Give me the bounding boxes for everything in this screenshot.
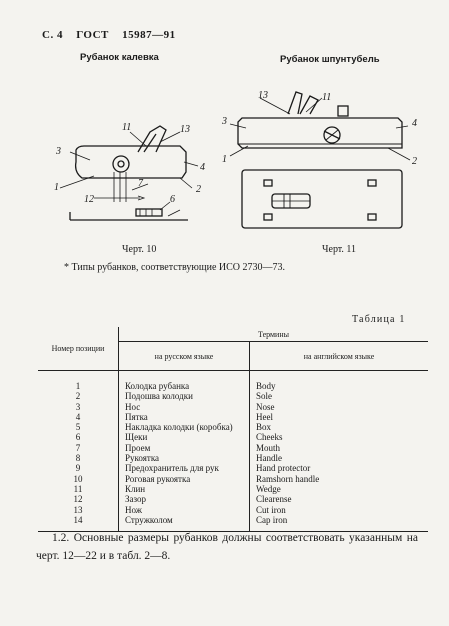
table-row (38, 484, 428, 494)
col-position-header: Номер позиции (38, 327, 119, 371)
callout-11: 11 (322, 92, 332, 103)
callout-13: 13 (180, 124, 190, 135)
page-number: С. 4 (42, 29, 63, 41)
figure-left-caption: Рубанок калевка (80, 52, 159, 63)
cell-ru: Нож (119, 505, 250, 515)
cell-num: 12 (73, 494, 83, 505)
table-row (38, 474, 428, 484)
callout-3: 3 (56, 146, 61, 157)
cell-en: Handle (250, 453, 429, 463)
figure-left-label: Черт. 10 (122, 244, 157, 255)
cell-ru: Щеки (119, 432, 250, 442)
cell-en: Hand protector (250, 463, 429, 473)
callout-2: 2 (412, 156, 417, 167)
cell-ru: Клин (119, 484, 250, 494)
cell-en: Cut iron (250, 505, 429, 515)
standard-name: ГОСТ (76, 29, 109, 41)
cell-num: 3 (75, 401, 81, 412)
cell-num: 11 (73, 483, 83, 494)
callout-6: 6 (170, 194, 175, 205)
cell-en: Box (250, 422, 429, 432)
callout-12: 12 (84, 194, 94, 205)
callout-2: 2 (196, 184, 201, 195)
table-row (38, 453, 428, 463)
cell-num: 4 (75, 411, 81, 422)
cell-en: Heel (250, 412, 429, 422)
callout-1: 1 (222, 154, 227, 165)
body-paragraph (36, 529, 418, 565)
standard-number: 15987—91 (122, 29, 176, 41)
cell-ru: Нос (119, 402, 250, 412)
table-row (38, 371, 428, 392)
figure-left-drawing (40, 112, 220, 240)
callout-13: 13 (258, 90, 268, 101)
footnote: * Типы рубанков, соответствующие ИСО 2730—73. (64, 262, 286, 273)
paragraph-1-2: 1.2. Основные размеры рубанков должны соответствовать указанным на черт. 12—22 и в табл. 2—8. (36, 532, 418, 562)
figure-right-caption: Рубанок шпунтубель (280, 54, 380, 65)
cell-ru: Колодка рубанка (119, 371, 250, 392)
callout-7: 7 (138, 178, 143, 189)
callout-4: 4 (200, 162, 205, 173)
cell-num: 1 (75, 381, 81, 391)
cell-num: 5 (75, 422, 81, 433)
cell-en: Cap iron (250, 515, 429, 532)
table-row (38, 505, 428, 515)
cell-ru: Проем (119, 443, 250, 453)
table-row (38, 443, 428, 453)
cell-ru: Накладка колодки (коробка) (119, 422, 250, 432)
terms-table-body (38, 371, 428, 532)
cell-ru: Пятка (119, 412, 250, 422)
cell-en: Body (250, 371, 429, 392)
callout-3: 3 (222, 116, 227, 127)
cell-en: Cheeks (250, 432, 429, 442)
cell-num: 8 (75, 453, 81, 464)
cell-ru: Зазор (119, 494, 250, 504)
col-terms-header: Термины (119, 327, 429, 342)
table-row (38, 391, 428, 401)
col-russian-header: на русском языке (119, 342, 250, 371)
table-row (38, 412, 428, 422)
cell-en: Sole (250, 391, 429, 401)
cell-ru: Рукоятка (119, 453, 250, 463)
terms-table (38, 327, 428, 532)
cell-ru: Стружколом (119, 515, 250, 532)
cell-en: Wedge (250, 484, 429, 494)
callout-4: 4 (412, 118, 417, 129)
cell-num: 13 (73, 504, 83, 515)
figure-right-drawing (218, 84, 428, 230)
cell-num: 2 (75, 391, 81, 402)
cell-ru: Подошва колодки (119, 391, 250, 401)
cell-num: 10 (73, 473, 83, 484)
cell-num: 14 (38, 515, 119, 532)
col-english-header: на английском языке (250, 342, 429, 371)
callout-11: 11 (122, 122, 132, 133)
table-row (38, 422, 428, 432)
callout-1: 1 (54, 182, 59, 193)
cell-ru: Роговая рукоятка (119, 474, 250, 484)
cell-num: 6 (75, 432, 81, 443)
table-row (38, 494, 428, 504)
table-row (38, 463, 428, 473)
cell-en: Ramshorn handle (250, 474, 429, 484)
cell-en: Clearense (250, 494, 429, 504)
cell-en: Mouth (250, 443, 429, 453)
cell-en: Nose (250, 402, 429, 412)
cell-num: 7 (75, 442, 81, 453)
table-row (38, 432, 428, 442)
table-label: Таблица 1 (352, 314, 406, 325)
table-row (38, 402, 428, 412)
cell-ru: Предохранитель для рук (119, 463, 250, 473)
page-header (42, 29, 186, 41)
cell-num: 9 (75, 463, 81, 474)
figure-right-label: Черт. 11 (322, 244, 357, 255)
